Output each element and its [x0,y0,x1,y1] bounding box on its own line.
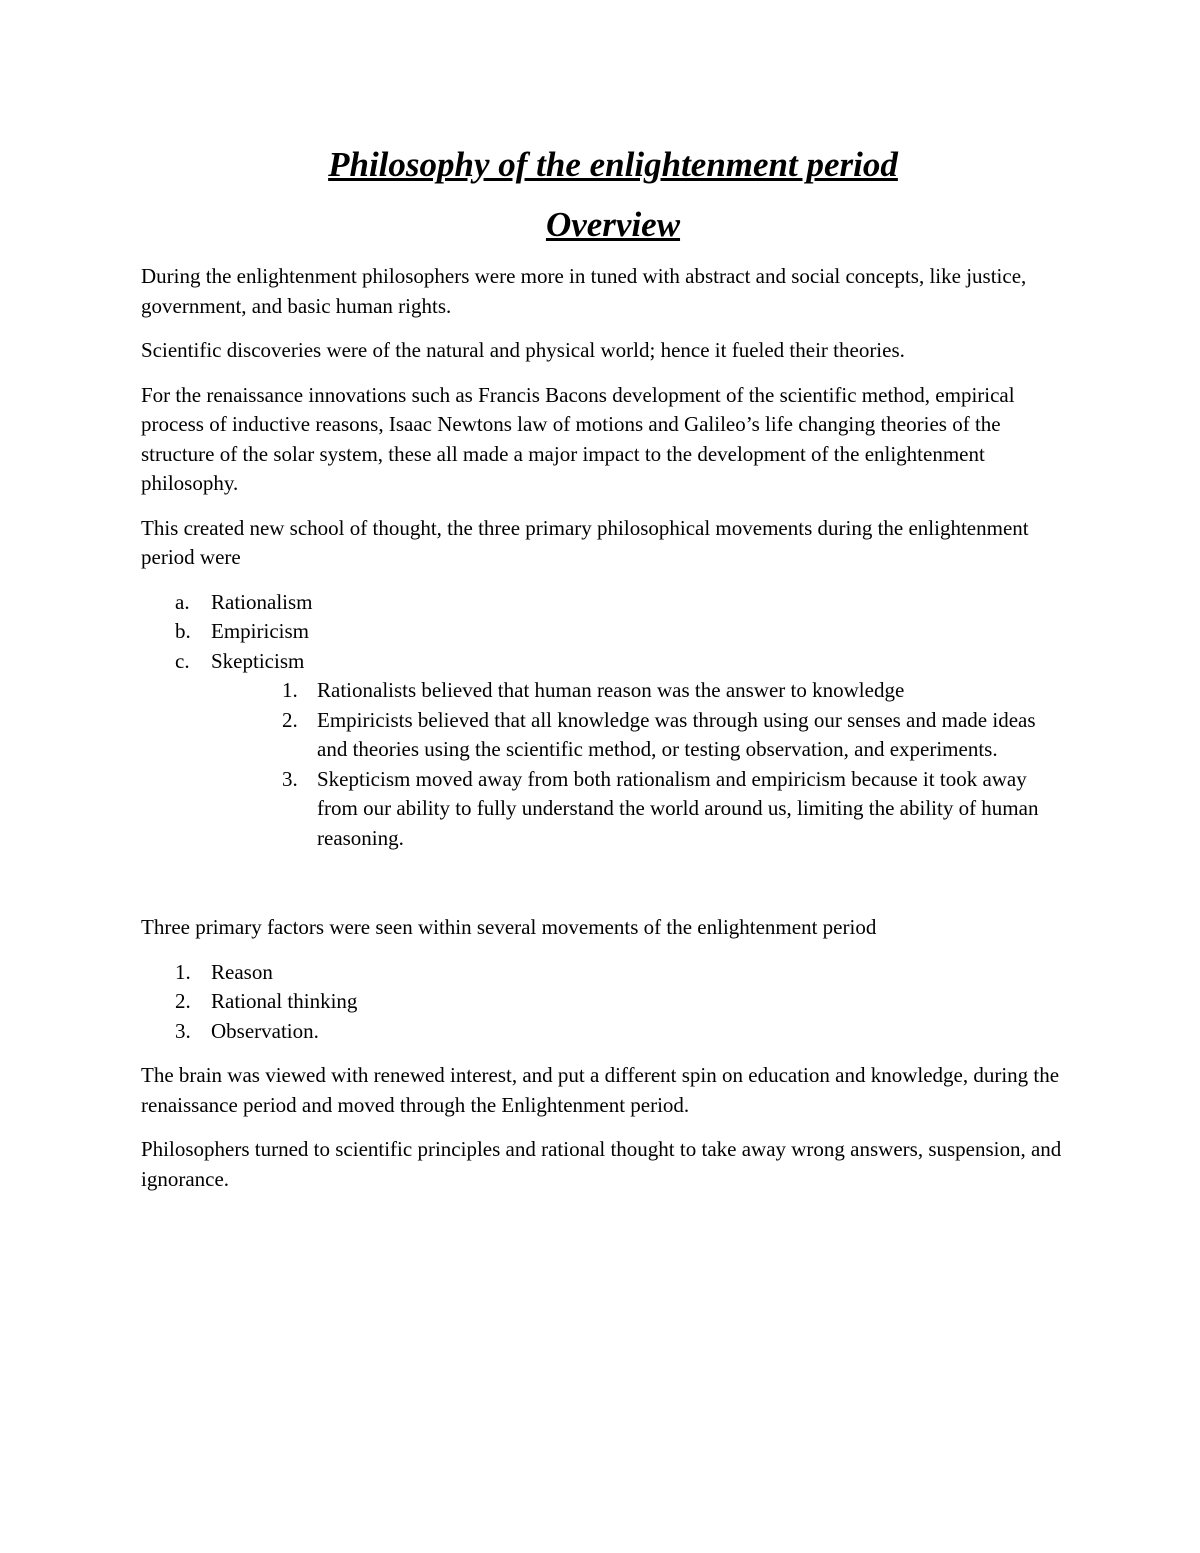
paragraph-closing-2: Philosophers turned to scientific principles and rational thought to take away wrong answers, suspension, and ignorance. [141,1137,1062,1191]
list-item-text: Empiricists believed that all knowledge was through using our senses and made ideas and theories using the scientific method, or testing observation, and experiments. [317,707,1036,761]
list-item-text: Empiricism [211,619,309,643]
list-item-text: Skepticism moved away from both rationalism and empiricism because it took away from our ability to fully understand the world around us, limiting the ability of human reasoning. [317,766,1039,850]
list-item-text: Rationalism [211,589,313,614]
movement-notes-list [211,676,1071,853]
list-marker: 2. [282,707,298,732]
list-item [211,765,1071,854]
list-marker: 3. [175,1018,191,1043]
list-item-text: Rationalists believed that human reason was the answer to knowledge [317,678,905,702]
list-marker: b. [175,619,191,643]
paragraph-intro-2: Scientific discoveries were of the natural and physical world; hence it fueled their theories. [141,338,905,362]
paragraph-closing-1: The brain was viewed with renewed interest, and put a different spin on education and knowledge, during the renaissance period and moved through the Enlightenment period. [141,1063,1060,1117]
list-item [141,987,1071,1017]
paragraph-intro-3: For the renaissance innovations such as Francis Bacons development of the scientific method, empirical process of inductive reasons, Isaac Newtons law of motions and Galileo’s life changing theories of the structure of the solar system, these all made a major impact to the development of the enlightenment philosophy. [141,382,1015,495]
paragraph-intro-4: This created new school of thought, the three primary philosophical movements during the enlightenment period were [141,515,1029,569]
list-item [141,958,1071,988]
list-item-text: Skepticism [211,648,305,673]
movements-list [141,588,1071,854]
list-item-text: Observation. [211,1018,319,1043]
list-item [141,617,1071,647]
list-marker: c. [175,648,190,673]
list-item-text: Reason [211,959,273,984]
list-item [141,588,1071,618]
list-marker: 2. [175,989,191,1013]
factors-list [141,958,1071,1047]
list-item [211,676,1071,706]
document-body [141,140,1071,1209]
document-title: Philosophy of the enlightenment period [328,145,898,184]
list-item-text: Rational thinking [211,989,358,1013]
list-item [141,647,1071,854]
paragraph-factors-intro: Three primary factors were seen within several movements of the enlightenment period [141,915,877,939]
section-heading-overview: Overview [545,205,681,244]
list-item [141,1017,1071,1047]
list-marker: 3. [282,766,298,791]
list-marker: 1. [175,959,191,984]
list-marker: 1. [282,678,298,702]
list-item [211,706,1071,765]
paragraph-intro-1: During the enlightenment philosophers were more in tuned with abstract and social concepts, like justice, government, and basic human rights. [141,264,1027,318]
list-marker: a. [175,589,190,614]
